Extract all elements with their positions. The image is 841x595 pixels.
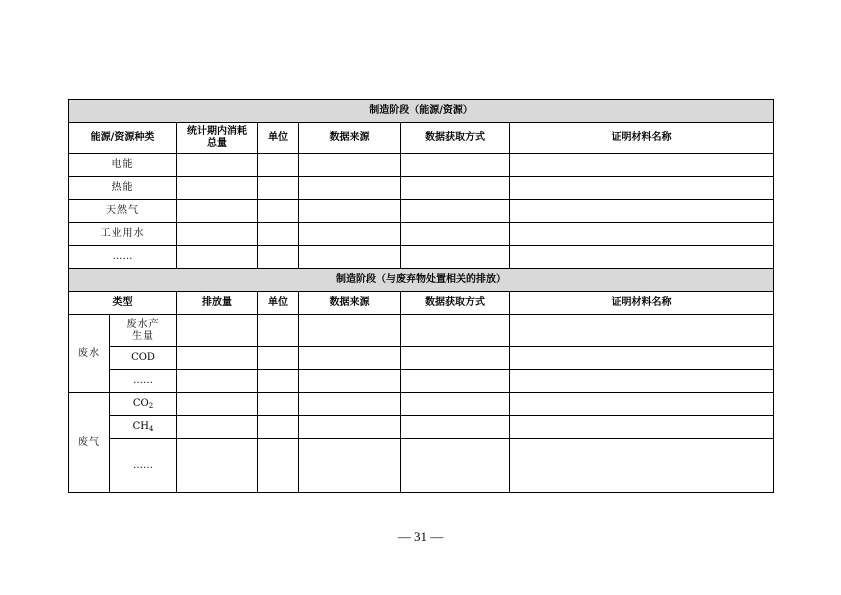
table-cell [258,177,299,200]
header-type: 类型 [69,292,177,315]
table-cell [299,223,401,246]
table-cell [258,393,299,416]
table-cell [177,200,258,223]
table-cell [510,177,774,200]
table-cell [177,347,258,370]
row-label-heat: 热能 [69,177,177,200]
table-cell [510,370,774,393]
page-number: — 31 — [397,529,444,544]
header-data-source: 数据来源 [299,123,401,154]
header-evidence-name: 证明材料名称 [510,292,774,315]
table-cell [177,393,258,416]
table-cell [177,223,258,246]
table-cell [510,416,774,439]
header-unit: 单位 [258,123,299,154]
table-cell [401,154,510,177]
table-cell [299,370,401,393]
header-unit: 单位 [258,292,299,315]
item-cod: COD [110,347,177,370]
item-wastegas-ellipsis: …… [110,439,177,493]
table-cell [177,439,258,493]
table-cell [258,370,299,393]
table-cell [510,347,774,370]
table-cell [258,347,299,370]
table-cell [401,347,510,370]
table-cell [258,416,299,439]
emissions-table [68,99,774,493]
item-wastewater-volume: 废水产生量 [110,315,177,347]
table-cell [258,439,299,493]
table-cell [299,439,401,493]
table-cell [401,416,510,439]
header-data-method: 数据获取方式 [401,292,510,315]
table-cell [401,315,510,347]
item-ch4: $CH_4$ [110,416,177,439]
header-energy-type: 能源/资源种类 [69,123,177,154]
table-cell [401,370,510,393]
table-cell [177,177,258,200]
table-cell [177,370,258,393]
header-total-consumption: 统计期内消耗总量 [177,123,258,154]
table-cell [510,223,774,246]
table-cell [299,154,401,177]
table-cell [401,439,510,493]
table-cell [177,246,258,269]
table-cell [299,177,401,200]
table-cell [510,200,774,223]
header-data-method: 数据获取方式 [401,123,510,154]
table-cell [299,246,401,269]
table-cell [510,154,774,177]
group-label-wastewater: 废水 [69,315,110,393]
table-cell [510,315,774,347]
table-cell [299,200,401,223]
row-label-electricity: 电能 [69,154,177,177]
table-cell [299,393,401,416]
table-cell [401,177,510,200]
item-co2: $CO_2$ [110,393,177,416]
table-cell [299,315,401,347]
header-data-source: 数据来源 [299,292,401,315]
table-cell [401,393,510,416]
table-cell [177,315,258,347]
item-wastewater-ellipsis: …… [110,370,177,393]
table-cell [177,416,258,439]
table-cell [177,154,258,177]
table-cell [258,246,299,269]
table-cell [510,393,774,416]
table-cell [258,154,299,177]
table-cell [299,347,401,370]
table-cell [510,246,774,269]
table-cell [299,416,401,439]
table-cell [510,439,774,493]
row-label-natural-gas: 天然气 [69,200,177,223]
header-emission: 排放量 [177,292,258,315]
header-evidence-name: 证明材料名称 [510,123,774,154]
section-title-waste: 制造阶段（与废弃物处置相关的排放） [69,269,774,292]
group-label-wastegas: 废气 [69,393,110,493]
row-label-industrial-water: 工业用水 [69,223,177,246]
table-cell [258,315,299,347]
table-cell [401,200,510,223]
table-cell [258,223,299,246]
section-title-energy: 制造阶段（能源/资源） [69,100,774,123]
row-label-ellipsis: …… [69,246,177,269]
table-cell [401,246,510,269]
table-cell [258,200,299,223]
table-cell [401,223,510,246]
